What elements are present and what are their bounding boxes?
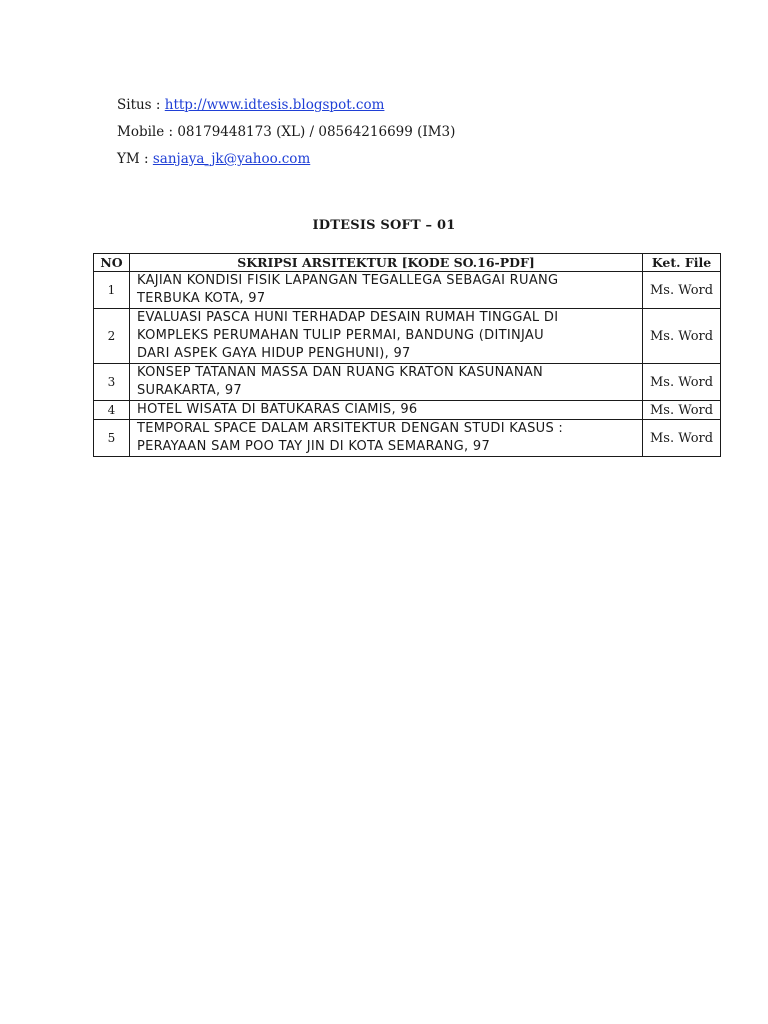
ym-email-link[interactable]: sanjaya_jk@yahoo.com	[152, 151, 311, 167]
row-title	[130, 309, 643, 364]
row-title-line: HOTEL WISATA DI BATUKARAS CIAMIS, 96	[137, 402, 418, 417]
row-title-line: TEMPORAL SPACE DALAM ARSITEKTUR DENGAN STUDI KASUS :	[137, 421, 564, 436]
row-title-line: SURAKARTA, 97	[137, 383, 242, 398]
table-row	[94, 309, 721, 364]
site-link[interactable]: http://www.idtesis.blogspot.com	[164, 97, 385, 113]
row-title-line: EVALUASI PASCA HUNI TERHADAP DESAIN RUMAH TINGGAL DI	[137, 310, 559, 325]
row-title	[130, 364, 643, 401]
row-title	[130, 272, 643, 309]
row-title-line: KONSEP TATANAN MASSA DAN RUANG KRATON KASUNANAN	[137, 365, 544, 380]
row-file-type: Ms. Word	[643, 309, 721, 364]
row-number: 4	[94, 401, 130, 420]
row-title	[130, 401, 643, 420]
row-title-line: TERBUKA KOTA, 97	[137, 291, 266, 306]
row-file-type: Ms. Word	[643, 364, 721, 401]
site-line	[117, 92, 455, 119]
row-number: 2	[94, 309, 130, 364]
header-file: Ket. File	[643, 254, 721, 272]
row-number: 1	[94, 272, 130, 309]
header-title: SKRIPSI ARSITEKTUR [KODE SO.16-PDF]	[130, 254, 643, 272]
thesis-catalog-table	[93, 253, 721, 457]
site-label: Situs :	[117, 97, 165, 113]
mobile-line: Mobile : 08179448173 (XL) / 08564216699 (IM3)	[117, 124, 456, 140]
table-row	[94, 420, 721, 457]
row-file-type: Ms. Word	[643, 401, 721, 420]
header-no: NO	[94, 254, 130, 272]
row-title	[130, 420, 643, 457]
table-header-row	[94, 254, 721, 272]
row-file-type: Ms. Word	[643, 420, 721, 457]
ym-label: YM :	[117, 151, 153, 167]
table-row	[94, 272, 721, 309]
row-number: 3	[94, 364, 130, 401]
ym-line	[117, 146, 455, 173]
table-row	[94, 364, 721, 401]
row-title-line: KOMPLEKS PERUMAHAN TULIP PERMAI, BANDUNG (DITINJAU	[137, 328, 544, 343]
row-title-line: DARI ASPEK GAYA HIDUP PENGHUNI), 97	[137, 346, 411, 361]
row-title-line: PERAYAAN SAM POO TAY JIN DI KOTA SEMARANG, 97	[137, 439, 491, 454]
table-row	[94, 401, 721, 420]
document-title: IDTESIS SOFT – 01	[312, 218, 456, 233]
contact-block	[117, 92, 455, 173]
row-title-line: KAJIAN KONDISI FISIK LAPANGAN TEGALLEGA SEBAGAI RUANG	[137, 273, 559, 288]
row-file-type: Ms. Word	[643, 272, 721, 309]
table-body	[94, 272, 721, 457]
row-number: 5	[94, 420, 130, 457]
